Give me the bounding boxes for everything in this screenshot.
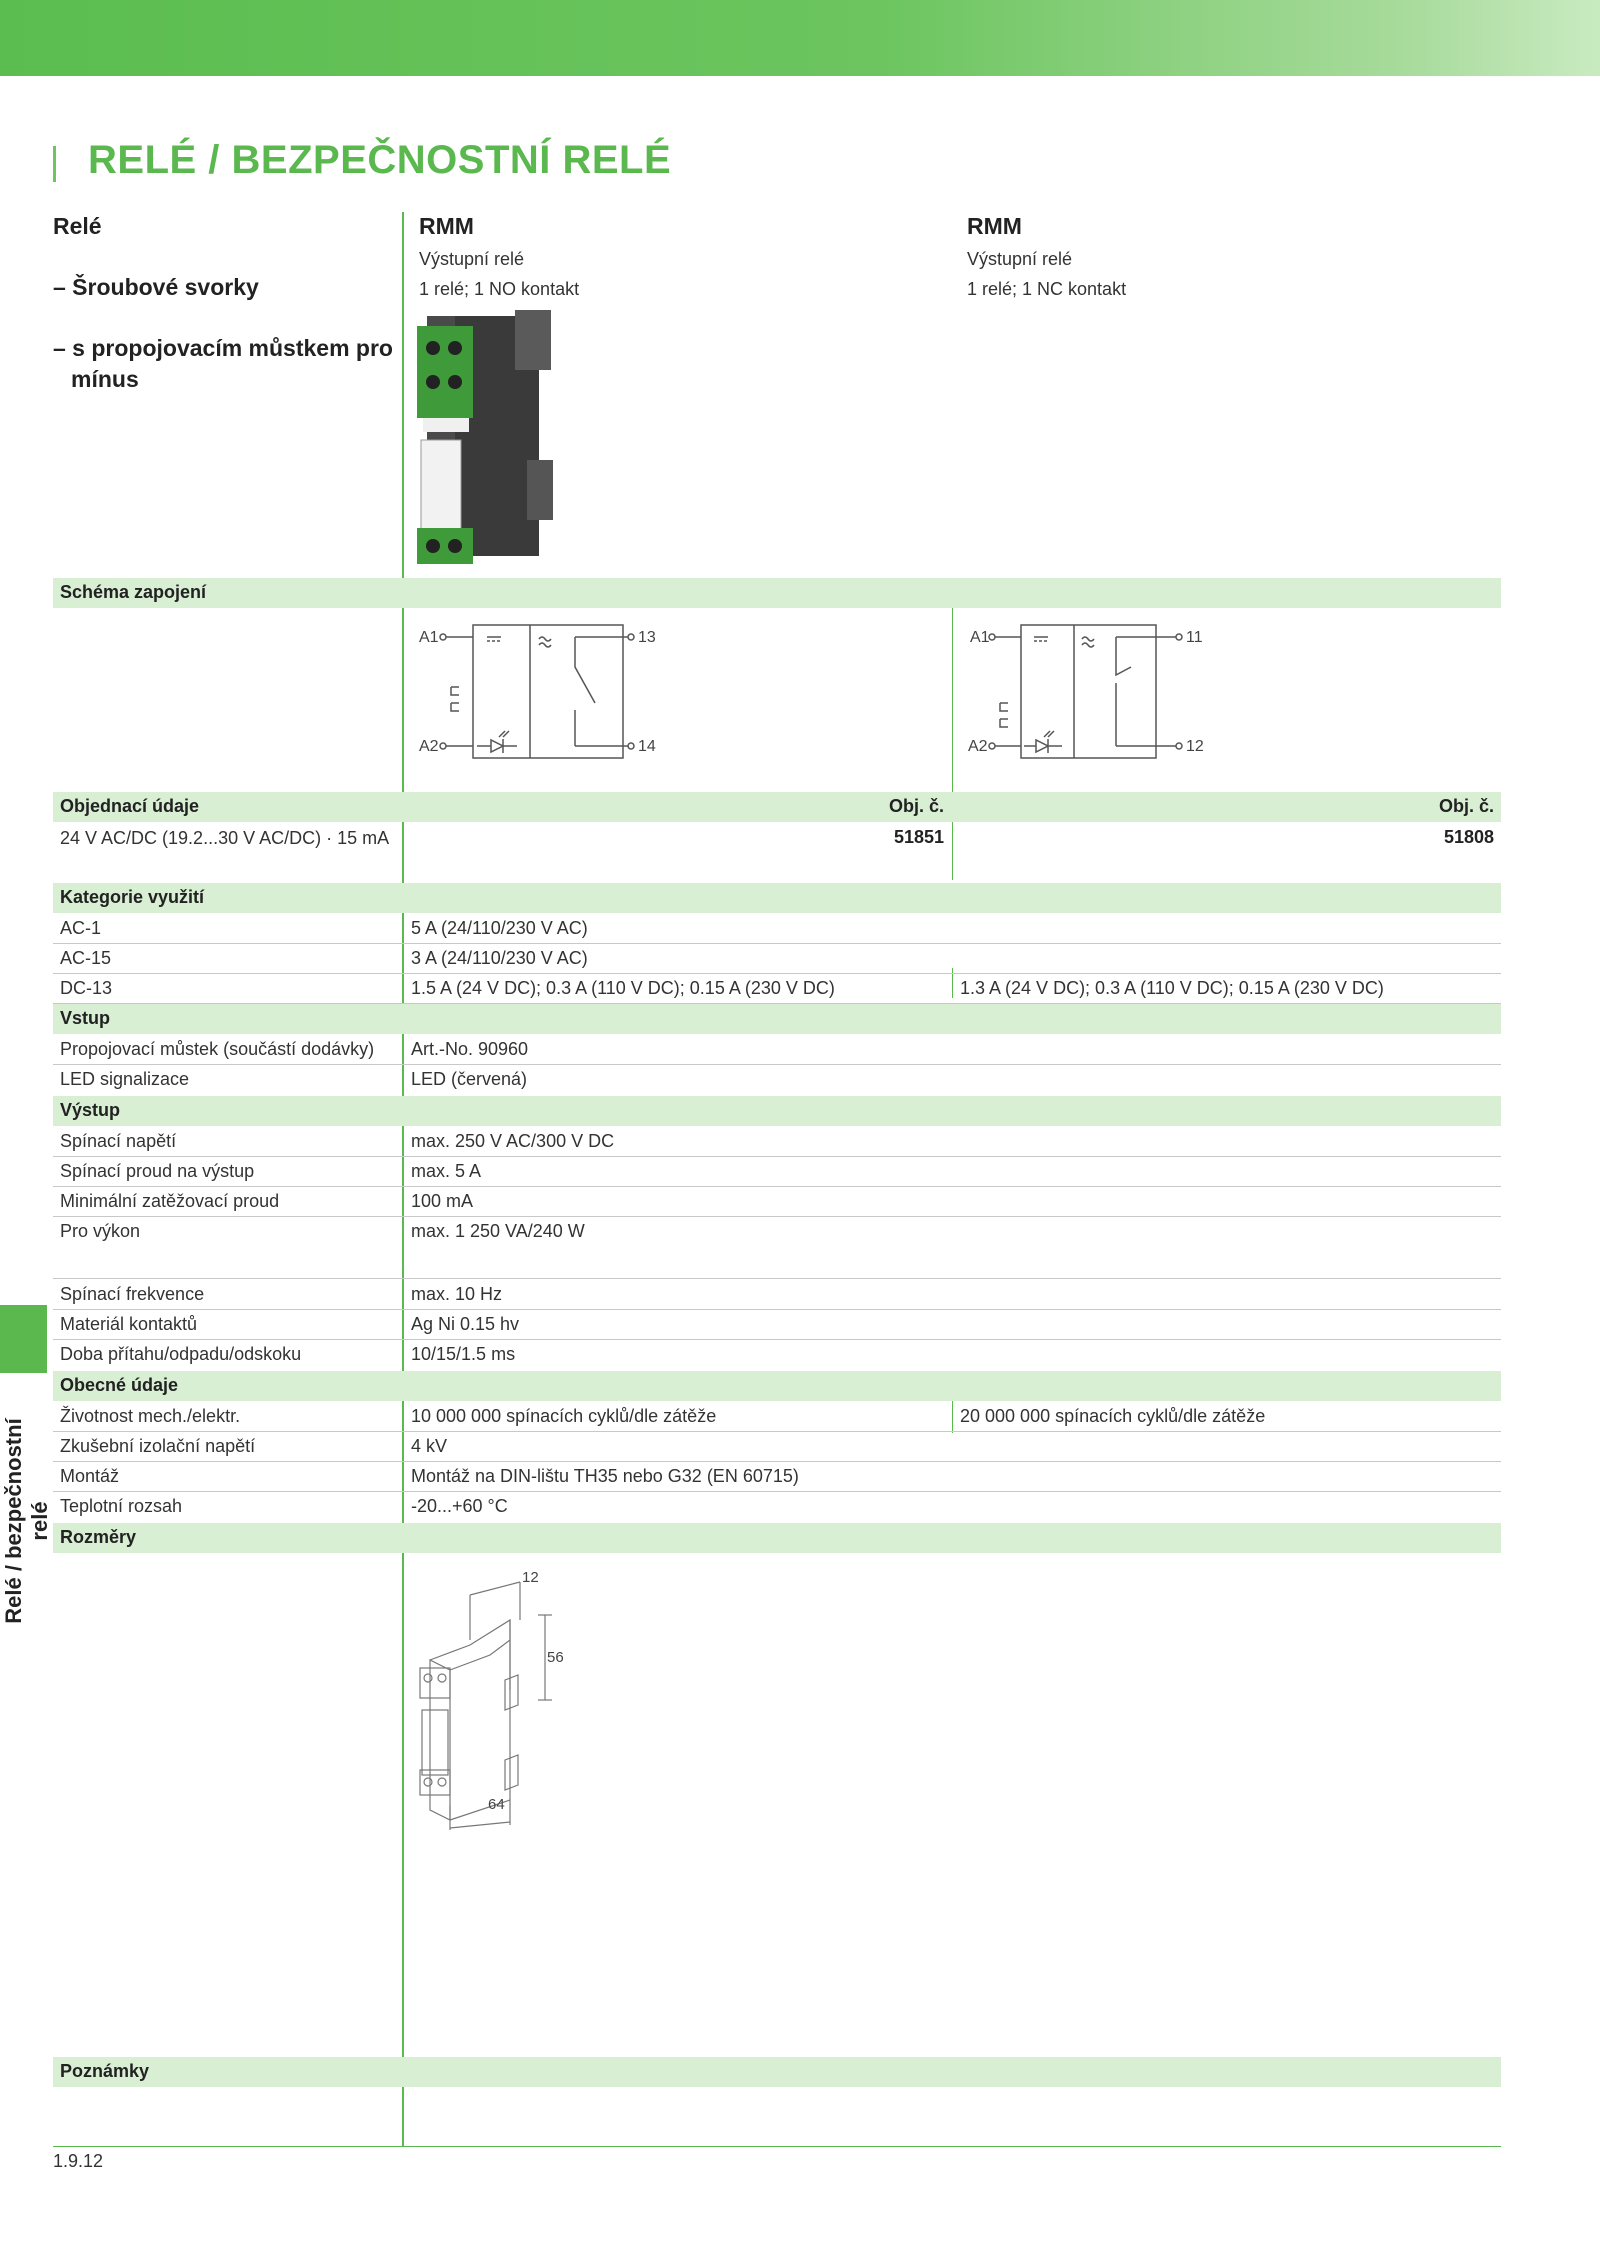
wiring-nc-a1: A1 (970, 629, 990, 646)
spec-value: max. 5 A (411, 1161, 482, 1181)
spec-label: AC-15 (60, 948, 112, 968)
spec-value: 100 mA (411, 1191, 474, 1211)
spec-row-dc13 (53, 973, 1501, 1004)
spec-value: Ag Ni 0.15 hv (411, 1314, 520, 1334)
spec-value: Montáž na DIN-lištu TH35 nebo G32 (EN 60715) (411, 1466, 799, 1486)
spec-row-material (53, 1309, 1501, 1340)
title-marker (53, 146, 56, 182)
spec-value: max. 10 Hz (411, 1284, 503, 1304)
spec-label: Spínací proud na výstup (60, 1161, 255, 1181)
product-2-contact: 1 relé; 1 NC kontakt (967, 279, 1127, 299)
intro-bullet-2-line-2: mínus (71, 366, 139, 392)
spec-value: Art.-No. 90960 (411, 1039, 529, 1059)
order-number-1: 51851 (893, 827, 944, 847)
wiring-no-a2: A2 (419, 738, 439, 755)
spec-row-min-current (53, 1186, 1501, 1217)
spec-row-frequency (53, 1279, 1501, 1310)
product-2-type: Výstupní relé (967, 249, 1073, 269)
spec-row-voltage (53, 1126, 1501, 1157)
spec-value: LED (červená) (411, 1069, 528, 1089)
spec-value: max. 1 250 VA/240 W (411, 1221, 585, 1241)
section-wiring-label: Schéma zapojení (60, 582, 207, 602)
order-row (53, 823, 1501, 853)
side-tab-label: Relé / bezpečnostní relé (1, 1418, 52, 1624)
spec-label: Minimální zatěžovací proud (60, 1191, 280, 1211)
spec-row-led (53, 1064, 1501, 1094)
spec-label: Zkušební izolační napětí (60, 1436, 256, 1456)
dimension-width: 12 (522, 1569, 539, 1586)
section-general (53, 1371, 1501, 1401)
spec-value: 10 000 000 spínacích cyklů/dle zátěže (411, 1406, 717, 1426)
spec-row-temperature (53, 1491, 1501, 1521)
intro-bullet-2-line-1: – s propojovacím můstkem pro (53, 335, 393, 361)
intro-heading: Relé (53, 213, 102, 239)
section-general-label: Obecné údaje (60, 1375, 179, 1395)
relay-product-photo (415, 310, 555, 565)
spec-row-insulation (53, 1431, 1501, 1462)
product-1-name: RMM (419, 213, 474, 239)
order-col-label-1: Obj. č. (888, 796, 944, 816)
spec-label: LED signalizace (60, 1069, 190, 1089)
spec-value: -20...+60 °C (411, 1496, 508, 1516)
spec-label: Doba přítahu/odpadu/odskoku (60, 1344, 302, 1364)
spec-value: 1.5 A (24 V DC); 0.3 A (110 V DC); 0.15 A (230 V DC) (411, 978, 835, 998)
page-number: 1.9.12 (53, 2151, 104, 2171)
section-input-label: Vstup (60, 1008, 111, 1028)
section-notes (53, 2057, 1501, 2087)
order-voltage: 24 V AC/DC (19.2...30 V AC/DC) · 15 mA (60, 828, 390, 848)
wiring-diagram-no (415, 615, 675, 765)
section-ordering-label: Objednací údaje (60, 796, 200, 816)
spec-label: Teplotní rozsah (60, 1496, 183, 1516)
product-2-name: RMM (967, 213, 1022, 239)
spec-label: Montáž (60, 1466, 120, 1486)
section-category-label: Kategorie využití (60, 887, 205, 907)
spec-row-current (53, 1156, 1501, 1187)
section-notes-label: Poznámky (60, 2061, 150, 2081)
spec-value: max. 250 V AC/300 V DC (411, 1131, 615, 1151)
spec-row-power (53, 1216, 1501, 1279)
intro-bullet-1: – Šroubové svorky (53, 274, 259, 300)
spec-label: Pro výkon (60, 1221, 141, 1241)
spec-value: 5 A (24/110/230 V AC) (411, 918, 588, 938)
section-wiring (53, 578, 1501, 608)
spec-label: DC-13 (60, 978, 113, 998)
order-number-2: 51808 (1443, 827, 1494, 847)
spec-value: 3 A (24/110/230 V AC) (411, 948, 588, 968)
wiring-nc-a2: A2 (968, 738, 988, 755)
section-input (53, 1004, 1501, 1034)
footer-line (53, 2146, 1501, 2147)
spec-row-ac15 (53, 943, 1501, 974)
spec-label: AC-1 (60, 918, 102, 938)
wiring-no-terminal-13: 13 (638, 629, 656, 646)
wiring-nc-terminal-12: 12 (1186, 738, 1204, 755)
wiring-nc-terminal-11: 11 (1186, 629, 1203, 646)
dimension-height: 56 (547, 1649, 564, 1666)
product-1-type: Výstupní relé (419, 249, 525, 269)
order-col-label-2: Obj. č. (1438, 796, 1494, 816)
product-1-contact: 1 relé; 1 NO kontakt (419, 279, 580, 299)
section-dimensions (53, 1523, 1501, 1553)
dimension-depth: 64 (488, 1796, 505, 1813)
spec-value: 10/15/1.5 ms (411, 1344, 516, 1364)
spec-row-timing (53, 1339, 1501, 1369)
spec-row-bridge (53, 1034, 1501, 1065)
section-output (53, 1096, 1501, 1126)
spec-row-lifetime (53, 1401, 1501, 1432)
top-color-bar (0, 0, 1600, 76)
spec-value: 4 kV (411, 1436, 448, 1456)
spec-value-2: 20 000 000 spínacích cyklů/dle zátěže (960, 1406, 1266, 1426)
side-tab-marker (0, 1305, 47, 1373)
spec-label: Spínací frekvence (60, 1284, 205, 1304)
section-dimensions-label: Rozměry (60, 1527, 137, 1547)
spec-label: Životnost mech./elektr. (60, 1406, 241, 1426)
page-title: RELÉ / BEZPEČNOSTNÍ RELÉ (88, 138, 672, 182)
spec-row-ac1 (53, 913, 1501, 944)
section-category (53, 883, 1501, 913)
section-output-label: Výstup (60, 1100, 121, 1120)
wiring-diagram-nc (966, 615, 1226, 765)
dimension-drawing (410, 1560, 610, 1830)
spec-label: Spínací napětí (60, 1131, 177, 1151)
spec-label: Materiál kontaktů (60, 1314, 198, 1334)
spec-value-2: 1.3 A (24 V DC); 0.3 A (110 V DC); 0.15 A (230 V DC) (960, 978, 1384, 998)
section-ordering (53, 792, 1501, 822)
spec-row-mounting (53, 1461, 1501, 1492)
wiring-no-terminal-14: 14 (638, 738, 656, 755)
spec-label: Propojovací můstek (součástí dodávky) (60, 1039, 375, 1059)
wiring-no-a1: A1 (419, 629, 439, 646)
